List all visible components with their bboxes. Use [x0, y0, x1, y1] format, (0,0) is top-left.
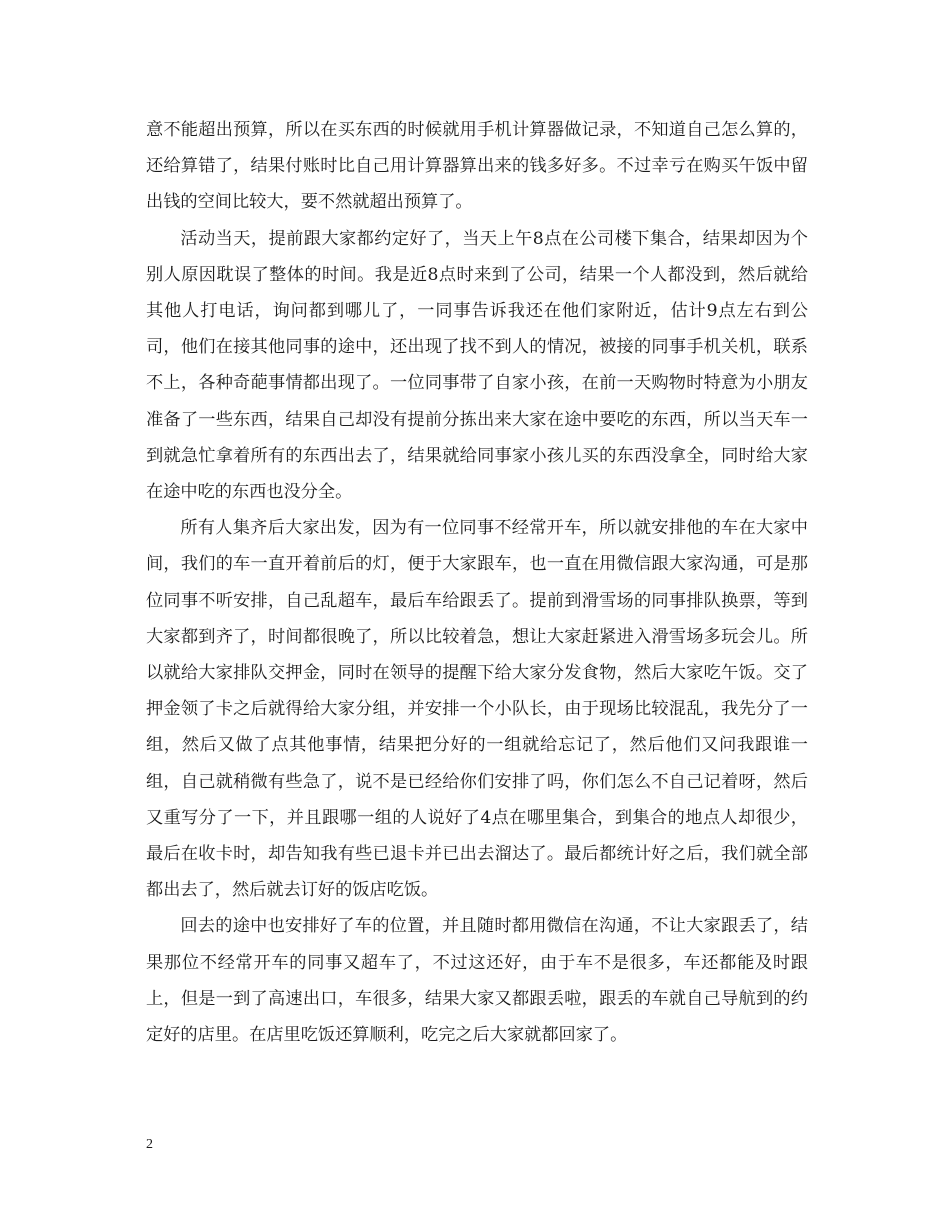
- paragraph-continuation: 意不能超出预算，所以在买东西的时候就用手机计算器做记录，不知道自己怎么算的，还给算错了，结果付账时比自己用计算器算出来的钱多好多。不过幸亏在购买午饭中留出钱的空间比较大，要不然就超出预算了。: [146, 120, 808, 213]
- paragraph-event-day: 活动当天，提前跟大家都约定好了，当天上午8点在公司楼下集合，结果却因为个别人原因耽误了整体的时间。我是近8点时来到了公司，结果一个人都没到，然后就给其他人打电话，询问都到哪儿了，一同事告诉我还在他们家附近，估计9点左右到公司，他们在接其他同事的途中，还出现了找不到人的情况，被接的同事手机关机，联系不上，各种奇葩事情都出现了。一位同事带了自家小孩，在前一天购物时特意为小朋友准备了一些东西，结果自己却没有提前分拣出来大家在途中要吃的东西，所以当天车一到就急忙拿着所有的东西出去了，结果就给同事家小孩儿买的东西没拿全，同时给大家在途中吃的东西也没分全。: [146, 228, 808, 503]
- paragraph-return-trip: 回去的途中也安排好了车的位置，并且随时都用微信在沟通，不让大家跟丢了，结果那位不经常开车的同事又超车了，不过这还好，由于车不是很多，车还都能及时跟上，但是一到了高速出口，车很多，结果大家又都跟丢啦，跟丢的车就自己导航到的约定好的店里。在店里吃饭还算顺利，吃完之后大家就都回家了。: [146, 916, 808, 1046]
- paragraph-departure-and-skiing: 所有人集齐后大家出发，因为有一位同事不经常开车，所以就安排他的车在大家中间，我们的车一直开着前后的灯，便于大家跟车，也一直在用微信跟大家沟通，可是那位同事不听安排，自己乱超车，最后车给跟丢了。提前到滑雪场的同事排队换票，等到大家都到齐了，时间都很晚了，所以比较着急，想让大家赶紧进入滑雪场多玩会儿。所以就给大家排队交押金，同时在领导的提醒下给大家分发食物，然后大家吃午饭。交了押金领了卡之后就得给大家分组，并安排一个小队长，由于现场比较混乱，我先分了一组，然后又做了点其他事情，结果把分好的一组就给忘记了，然后他们又问我跟谁一组，自己就稍微有些急了，说不是已经给你们安排了吗，你们怎么不自己记着呀，然后又重写分了一下，并且跟哪一组的人说好了4点在哪里集合，到集合的地点人却很少，最后在收卡时，却告知我有些已退卡并已出去溜达了。最后都统计好之后，我们就全部都出去了，然后就去订好的饭店吃饭。: [146, 518, 808, 901]
- body-text: [146, 112, 808, 1053]
- page-number: 2: [146, 1137, 153, 1152]
